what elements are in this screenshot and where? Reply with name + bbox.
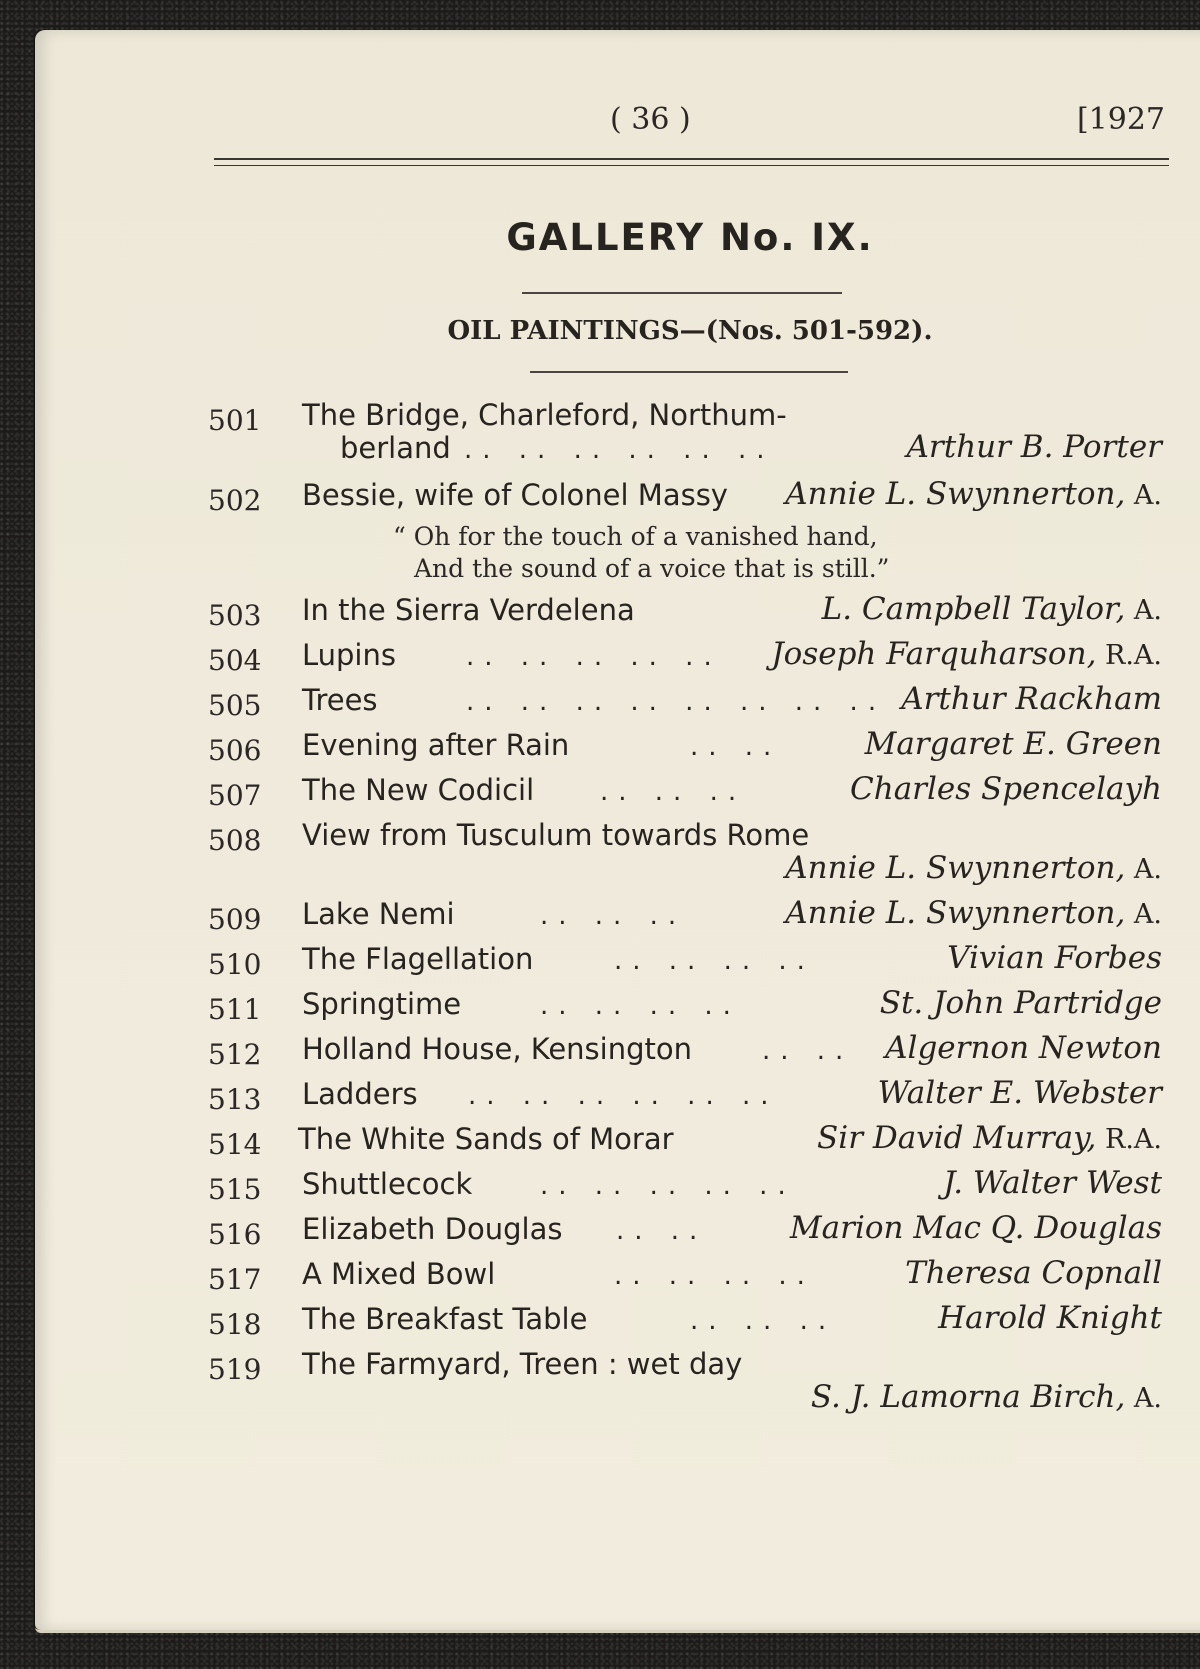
entry-title: A Mixed Bowl: [302, 1257, 496, 1291]
list-item: [0, 897, 1200, 941]
artist-suffix: A.: [1125, 480, 1162, 511]
artist-name: Annie L. Swynnerton,: [785, 850, 1126, 886]
list-item: [0, 1257, 1200, 1301]
entry-title: The Bridge, Charleford, Northum-: [302, 398, 787, 432]
entry-title: Trees: [302, 683, 378, 717]
entry-artist: [790, 1210, 1162, 1246]
entry-artist: [785, 895, 1162, 931]
entry-artist: [943, 1165, 1162, 1201]
list-item-continuation: [0, 1381, 1200, 1425]
entry-number: 519: [208, 1353, 262, 1386]
list-item: [0, 593, 1200, 637]
artist-name: Arthur B. Porter: [906, 429, 1162, 465]
entry-artist: [947, 940, 1162, 976]
entry-title: Ladders: [302, 1077, 418, 1111]
list-item: [0, 638, 1200, 682]
entry-artist: [880, 985, 1162, 1021]
entry-number: 501: [208, 404, 262, 437]
leader-dots: .. .. ..: [540, 901, 687, 931]
entry-artist: [901, 681, 1162, 717]
artist-name: St. John Partridge: [879, 985, 1162, 1021]
leader-dots: .. .. .. .. .. ..: [464, 435, 775, 465]
entry-number: 515: [208, 1173, 262, 1206]
leader-dots: .. ..: [690, 732, 782, 762]
entry-artist: [878, 1075, 1162, 1111]
entry-title: Elizabeth Douglas: [302, 1212, 563, 1246]
entry-title: View from Tusculum towards Rome: [302, 818, 810, 852]
list-item: [0, 942, 1200, 986]
leader-dots: .. .. .. .. ..: [466, 642, 722, 672]
entry-title: Shuttlecock: [302, 1167, 473, 1201]
artist-name: Marion Mac Q. Douglas: [789, 1210, 1162, 1246]
artist-suffix: R.A.: [1096, 640, 1162, 671]
artist-name: J. Walter West: [943, 1165, 1162, 1201]
entry-artist: [885, 1030, 1162, 1066]
page-number: ( 36 ): [610, 102, 691, 137]
artist-name: S. J. Lamorna Birch,: [810, 1379, 1126, 1415]
list-item: [0, 683, 1200, 727]
entry-title: The Breakfast Table: [302, 1302, 588, 1336]
gallery-title: GALLERY No. IX.: [506, 216, 874, 259]
entry-title: Springtime: [302, 987, 462, 1021]
artist-name: Sir David Murray,: [817, 1120, 1097, 1156]
entry-title: Evening after Rain: [302, 728, 570, 762]
year-label: [1927: [1076, 102, 1165, 137]
entry-number: 502: [208, 484, 262, 517]
artist-name: Charles Spencelayh: [850, 771, 1162, 807]
entry-title: In the Sierra Verdelena: [302, 593, 635, 627]
leader-dots: .. .. ..: [690, 1306, 837, 1336]
artist-suffix: A.: [1125, 854, 1162, 885]
leader-dots: .. .. .. .. ..: [540, 1171, 796, 1201]
artist-name: Harold Knight: [938, 1300, 1162, 1336]
quote-line-2: And the sound of a voice that is still.”: [414, 554, 890, 583]
leader-dots: .. .. .. .. .. .. .. ..: [466, 687, 887, 717]
entry-artist: [771, 636, 1162, 672]
entry-artist: [811, 1379, 1162, 1415]
list-item: [0, 987, 1200, 1031]
entry-title: The Flagellation: [302, 942, 534, 976]
entry-title: The New Codicil: [302, 773, 535, 807]
entry-artist: [905, 1255, 1162, 1291]
leader-dots: .. ..: [762, 1036, 854, 1066]
artist-name: Walter E. Webster: [877, 1075, 1162, 1111]
entry-title: berland: [340, 431, 451, 465]
artist-name: Annie L. Swynnerton,: [785, 476, 1126, 512]
leader-dots: .. .. .. ..: [540, 991, 741, 1021]
artist-name: Algernon Newton: [885, 1030, 1162, 1066]
entry-title: The White Sands of Morar: [298, 1122, 674, 1156]
entry-artist: [822, 591, 1162, 627]
entry-number: 513: [208, 1083, 262, 1116]
entry-title: Holland House, Kensington: [302, 1032, 692, 1066]
entry-title: Bessie, wife of Colonel Massy: [302, 478, 728, 512]
entry-number: 510: [208, 948, 262, 981]
list-item-continuation: [0, 431, 1200, 475]
entry-number: 512: [208, 1038, 262, 1071]
artist-name: L. Campbell Taylor,: [821, 591, 1126, 627]
list-item: [0, 728, 1200, 772]
leader-dots: .. .. .. .. .. ..: [468, 1081, 779, 1111]
leader-dots: .. ..: [616, 1216, 708, 1246]
artist-name: Joseph Farquharson,: [771, 636, 1097, 672]
list-item: [0, 1302, 1200, 1346]
section-title: OIL PAINTINGS—(Nos. 501-592).: [447, 316, 933, 346]
entry-number: 517: [208, 1263, 262, 1296]
entry-artist: [850, 771, 1162, 807]
list-item-continuation: [0, 852, 1200, 896]
entry-number: 508: [208, 824, 262, 857]
leader-dots: .. .. ..: [600, 777, 747, 807]
list-item: [0, 1212, 1200, 1256]
entry-number: 516: [208, 1218, 262, 1251]
quote-line-1: “ Oh for the touch of a vanished hand,: [393, 522, 878, 551]
list-item: [0, 1077, 1200, 1121]
leader-dots: .. .. .. ..: [614, 1261, 815, 1291]
artist-suffix: A.: [1125, 595, 1162, 626]
artist-name: Vivian Forbes: [947, 940, 1162, 976]
artist-suffix: A.: [1125, 1383, 1162, 1414]
entry-title: Lupins: [302, 638, 396, 672]
entry-number: 504: [208, 644, 262, 677]
entry-artist: [938, 1300, 1162, 1336]
entry-number: 514: [208, 1128, 262, 1161]
entry-number: 503: [208, 599, 262, 632]
list-item: [0, 478, 1200, 522]
list-item: [0, 1032, 1200, 1076]
entry-number: 506: [208, 734, 262, 767]
artist-name: Arthur Rackham: [901, 681, 1162, 717]
entry-artist: [785, 850, 1162, 886]
entry-number: 518: [208, 1308, 262, 1341]
entry-number: 511: [208, 993, 262, 1026]
entry-artist: [785, 476, 1162, 512]
entry-artist: [817, 1120, 1162, 1156]
entry-artist: [865, 726, 1162, 762]
entry-number: 509: [208, 903, 262, 936]
artist-suffix: A.: [1125, 899, 1162, 930]
artist-name: Theresa Copnall: [905, 1255, 1162, 1291]
entry-title: The Farmyard, Treen : wet day: [302, 1347, 743, 1381]
list-item: [0, 773, 1200, 817]
artist-name: Margaret E. Green: [864, 726, 1162, 762]
entry-number: 507: [208, 779, 262, 812]
artist-suffix: R.A.: [1096, 1124, 1162, 1155]
entry-artist: [907, 429, 1162, 465]
list-item: [0, 1167, 1200, 1211]
entry-title: Lake Nemi: [302, 897, 455, 931]
list-item: [0, 1122, 1200, 1166]
artist-name: Annie L. Swynnerton,: [785, 895, 1126, 931]
leader-dots: .. .. .. ..: [614, 946, 815, 976]
entry-number: 505: [208, 689, 262, 722]
